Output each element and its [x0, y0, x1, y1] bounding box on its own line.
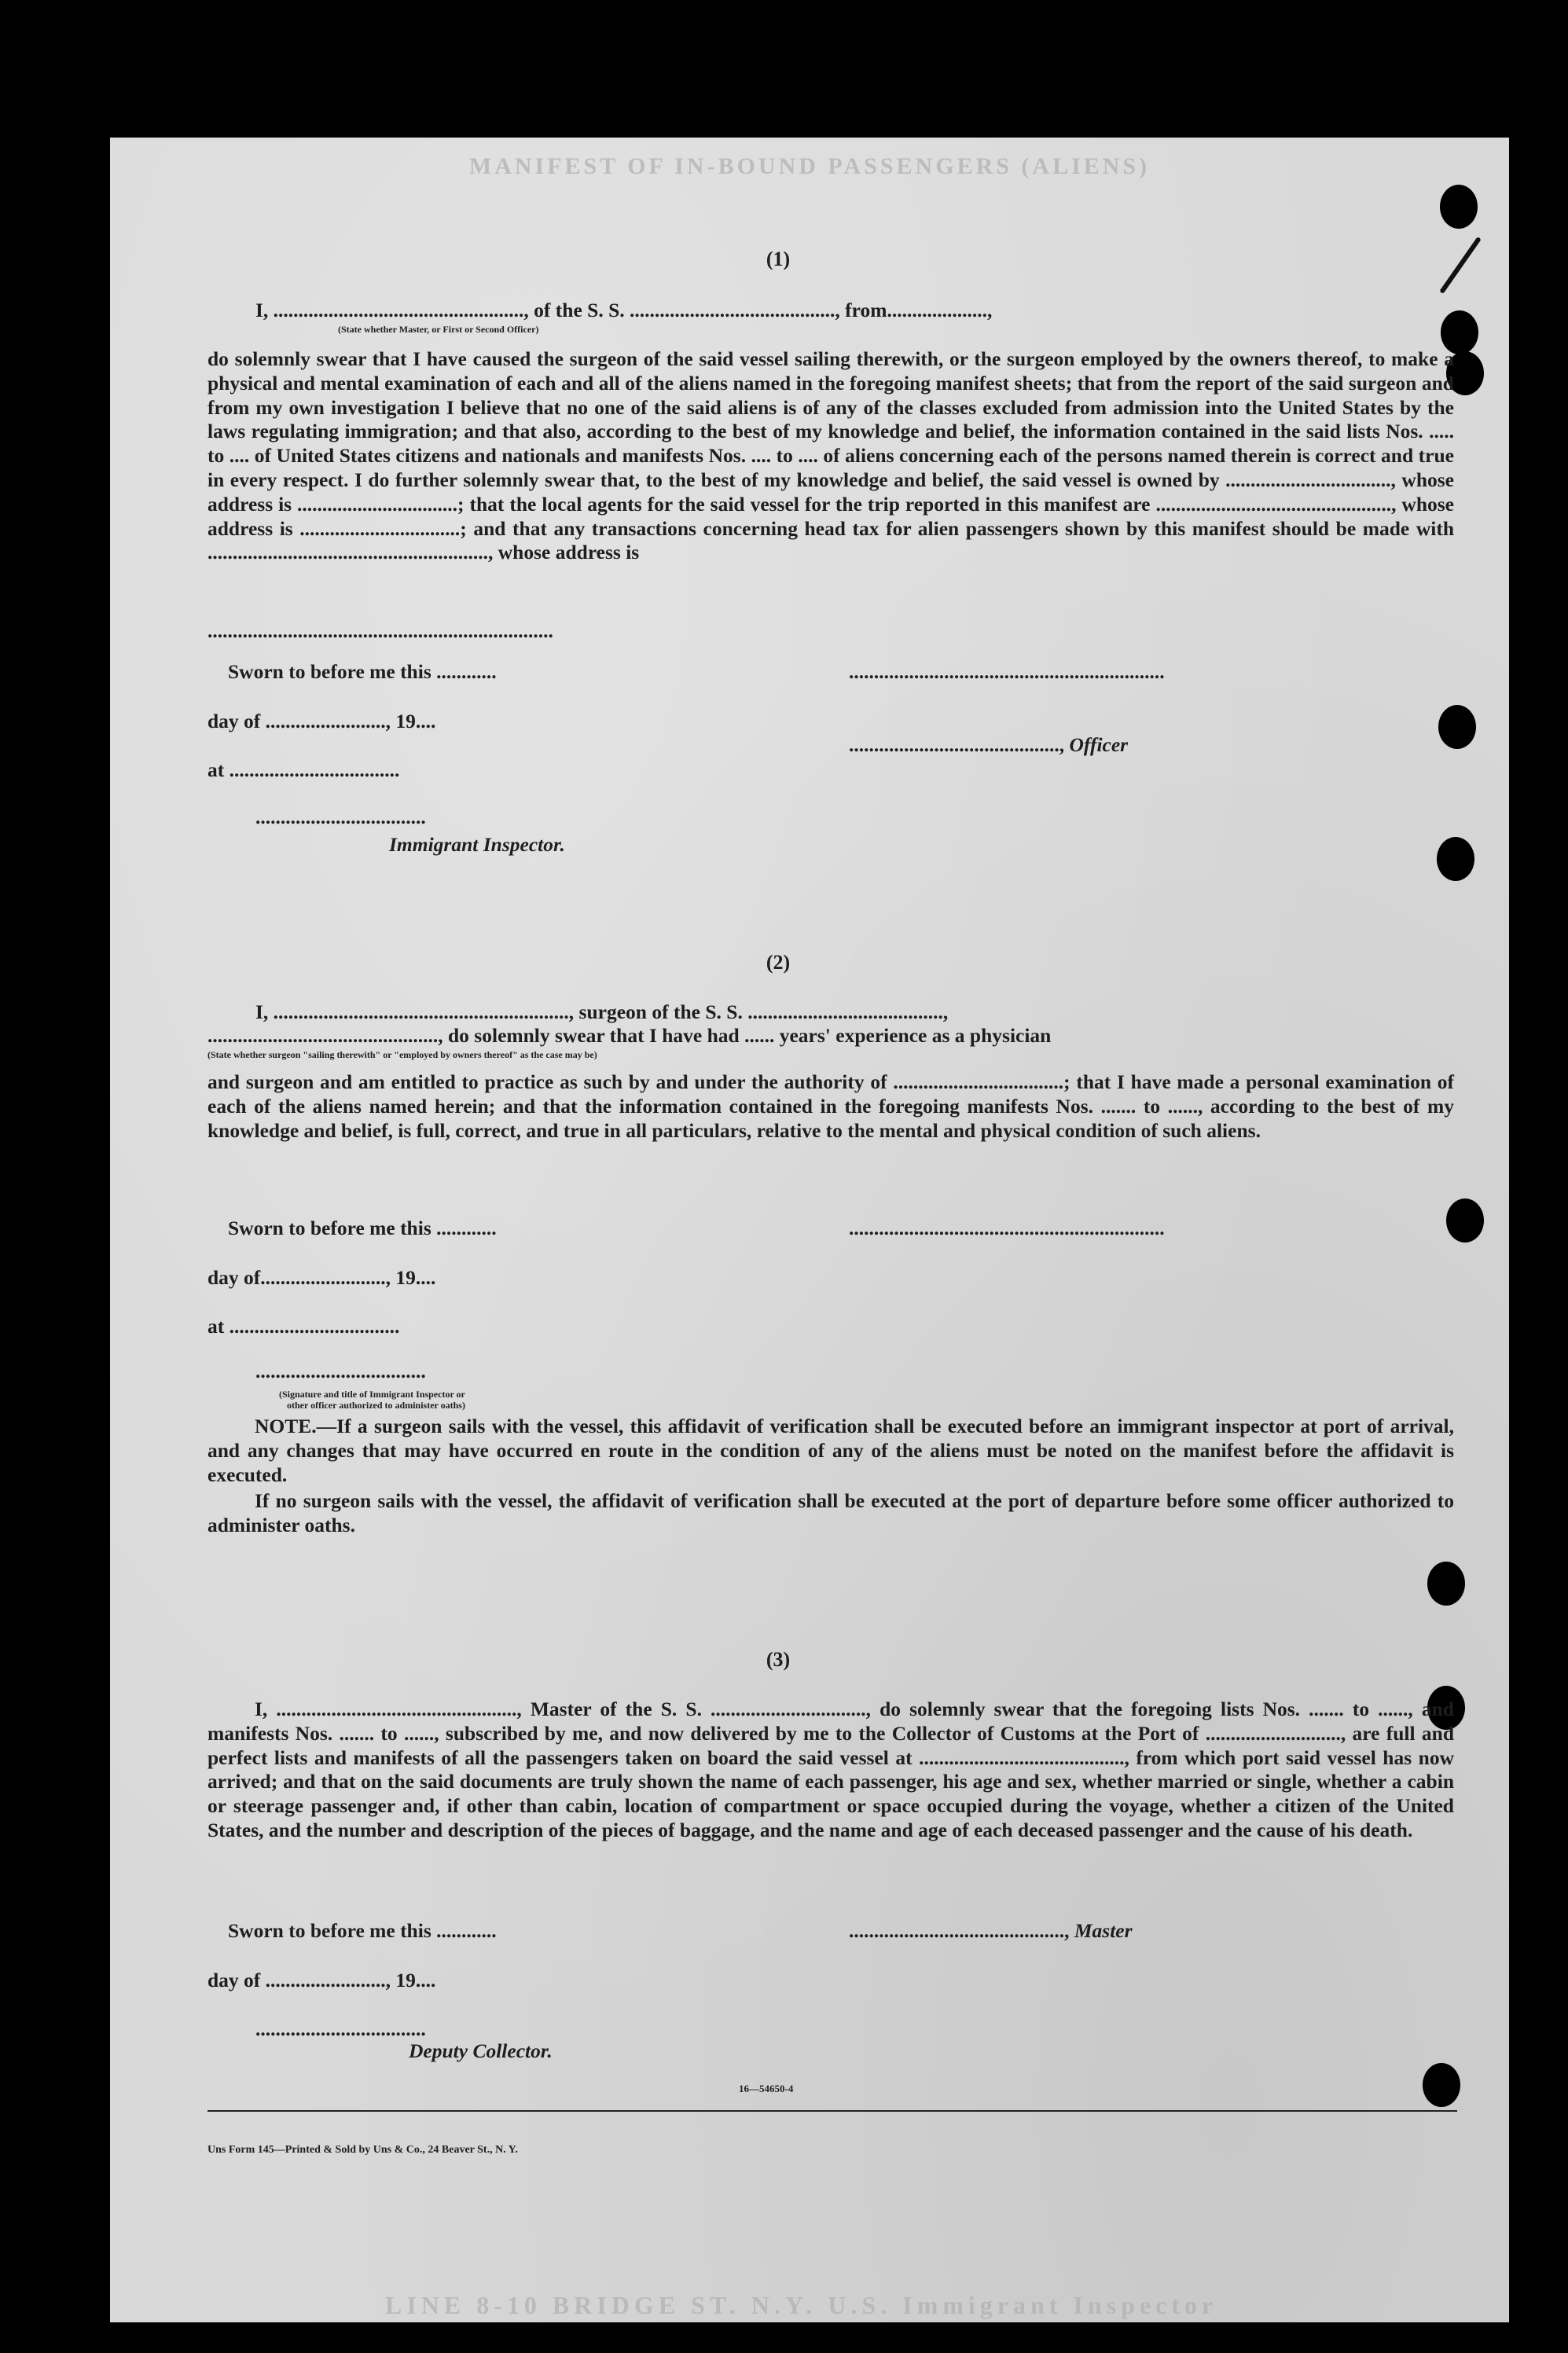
s1-sworn-line: ...............................................................	[849, 660, 1165, 683]
s1-line1: I, .................................................., of the S. S. ........................................., from....................,	[255, 299, 993, 321]
s3-master-label: Master	[1074, 1919, 1133, 1942]
printer-footer: Uns Form 145—Printed & Sold by Uns & Co., 24 Beaver St., N. Y.	[207, 2144, 518, 2156]
s1-at: at ..................................	[207, 758, 400, 781]
s2-sig-note-2: other officer authorized to administer oaths)	[287, 1400, 465, 1411]
s1-sig-line: ..................................	[255, 806, 426, 828]
s1-sworn: Sworn to before me this ............	[228, 660, 497, 683]
section-2-number: (2)	[766, 951, 791, 974]
s1-officer-label: Officer	[1069, 733, 1129, 756]
bleed-through-footer: LINE 8-10 BRIDGE ST. N.Y. U.S. Immigrant Inspector	[385, 2291, 1218, 2319]
footer-rule	[207, 2110, 1457, 2112]
bleed-through-header: MANIFEST OF IN-BOUND PASSENGERS (ALIENS)	[468, 153, 1151, 179]
s3-sig-line: ..................................	[255, 2017, 426, 2040]
s2-sworn-line: ...............................................................	[849, 1217, 1165, 1239]
s2-line1: I, ..........................................................., surgeon of the S. S. .......................................,	[255, 1000, 949, 1023]
s2-line2: .............................................., do solemnly swear that I have had ...... years' experience as a physician	[207, 1024, 1052, 1047]
pen-mark	[1439, 237, 1482, 294]
s2-sig-line: ..................................	[255, 1360, 426, 1382]
s2-sig-note-1: (Signature and title of Immigrant Inspector or	[279, 1389, 465, 1400]
s2-note-2: If no surgeon sails with the vessel, the affidavit of verification shall be executed at the port of departure before some officer authorized to administer oaths.	[207, 1489, 1454, 1536]
s2-body: and surgeon and am entitled to practice as such by and under the authority of ..................................; that I have made a personal examination of each of the aliens named herein; and that the information contained in the foregoing manifests Nos. ....... to ......, according to the best of my knowledge and belief, is full, correct, and true in all particulars, relative to the mental and physical condition of such aliens.	[207, 1070, 1454, 1142]
s3-master-dots: ...........................................,	[849, 1919, 1074, 1942]
s2-note: NOTE.—If a surgeon sails with the vessel, this affidavit of verification shall be executed before an immigrant inspector at port of arrival, and any changes that may have occurred en route in the condition of any of the aliens must be noted on the manifest before the affidavit is executed.	[207, 1415, 1454, 1486]
s3-day: day of ........................, 19....	[207, 1969, 436, 1991]
s1-line1-note: (State whether Master, or First or Second Officer)	[338, 324, 539, 335]
form-code: 16—54650-4	[739, 2083, 794, 2094]
s3-sworn: Sworn to before me this ............	[228, 1919, 497, 1942]
s3-body: I, ................................................, Master of the S. S. ..............................., do solemnly swear that the foregoing lists Nos. ....... to ......, and manifests Nos. ....... to ......, subscribed by me, and now delivered by me to the Collector of Customs at the Port of ..........................., are full and perfect lists and manifests of all the passengers taken on board the said vessel at ........................................., from which port said vessel has now arrived; and that on the said documents are truly shown the name of each passenger, his age and sex, whether married or single, whether a cabin or steerage passenger and, if other than cabin, location of compartment or space occupied during the voyage, whether a citizen of the United States, and the number and description of the pieces of baggage, and the name and age of each deceased passenger and the cause of his death.	[207, 1698, 1454, 1841]
s1-body: do solemnly swear that I have caused the surgeon of the said vessel sailing therewith, or the surgeon employed by the owners thereof, to make a physical and mental examination of each and all of the aliens named in the foregoing manifest sheets; that from the report of the said surgeon and from my own investigation I believe that no one of the said aliens is of any of the classes excluded from admission into the United States by the laws regulating immigration; and that also, according to the best of my knowledge and belief, the information contained in the said lists Nos. ..... to .... of United States citizens and nationals and manifests Nos. .... to .... of aliens concerning each of the persons named therein is correct and true in every respect. I do further solemnly swear that, to the best of my knowledge and belief, the said vessel is owned by ................................., whose address is ................................; that the local agents for the said vessel for the trip reported in this manifest are ..............................................., whose address is ................................; and that any transactions concerning head tax for alien passengers shown by this manifest should be made with ........................................................, whose address is	[207, 347, 1454, 564]
punch-hole	[1438, 705, 1476, 749]
s2-sworn: Sworn to before me this ............	[228, 1217, 497, 1239]
s1-dots-end: .....................................................................	[207, 619, 553, 642]
punch-hole	[1440, 185, 1478, 229]
section-3-number: (3)	[766, 1648, 791, 1671]
s1-inspector: Immigrant Inspector.	[389, 833, 565, 856]
section-1-number: (1)	[766, 248, 791, 270]
punch-hole	[1437, 837, 1474, 881]
s2-line2-note: (State whether surgeon "sailing therewith" or "employed by owners thereof" as the case may be)	[207, 1049, 597, 1060]
punch-hole	[1427, 1562, 1465, 1606]
s1-officer-line	[849, 733, 1128, 757]
punch-hole	[1446, 1199, 1484, 1243]
s1-day: day of ........................, 19....	[207, 710, 436, 732]
s2-day: day of........................., 19....	[207, 1266, 436, 1289]
s1-officer-dots: ..........................................,	[849, 733, 1070, 756]
punch-hole	[1423, 2063, 1460, 2107]
s3-collector: Deputy Collector.	[409, 2039, 553, 2062]
s2-at: at ..................................	[207, 1315, 400, 1338]
s3-master-line	[849, 1919, 1133, 1943]
manifest-page	[110, 138, 1509, 2322]
